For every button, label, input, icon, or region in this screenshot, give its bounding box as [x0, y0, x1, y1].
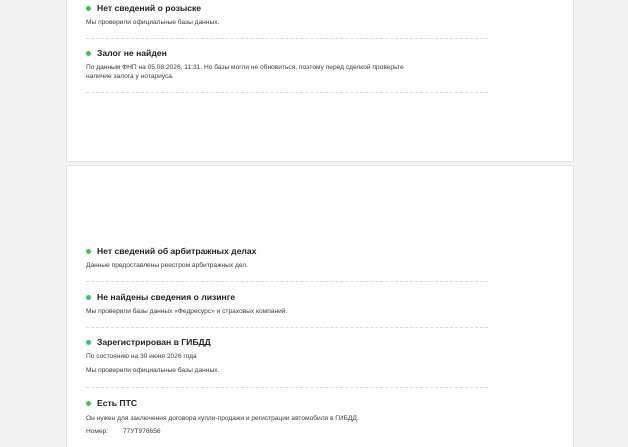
- check-title: Не найдены сведения о лизинге: [97, 292, 236, 302]
- check-item-pledge: [86, 47, 488, 93]
- check-description: Мы проверили базы данных «Федресурс» и страховых компаний.: [86, 308, 288, 315]
- check-description: Мы проверили официальные базы данных.: [86, 19, 220, 26]
- check-title: Нет сведений о розыске: [97, 3, 202, 13]
- check-item-wanted: [86, 2, 488, 39]
- check-title: Зарегистрирован в ГИБДД: [97, 337, 211, 347]
- status-ok-icon: [86, 249, 91, 254]
- check-item-arbitration: [86, 245, 488, 282]
- check-description: Он нужен для заключения договора купли-продажи и регистрации автомобиля в ГИБДД.: [86, 415, 359, 422]
- status-ok-icon: [86, 340, 91, 345]
- check-title: Залог не найден: [97, 48, 167, 58]
- check-title: Есть ПТС: [97, 398, 138, 408]
- check-description: По состоянию на 30 июня 2026 года: [86, 353, 197, 360]
- check-description: По данным ФНП на 05.08.2026, 11:31. Но базы могли не обновиться, поэтому перед сделкой проверьте наличие залога у нотариуса.: [86, 64, 404, 80]
- check-item-leasing: [86, 291, 488, 328]
- status-ok-icon: [86, 295, 91, 300]
- pts-number-value: 77УТ976656: [123, 428, 161, 435]
- pts-number-row: [86, 428, 488, 435]
- check-description: Мы проверили официальные базы данных.: [86, 367, 220, 374]
- check-item-registration: [86, 336, 488, 388]
- check-title: Нет сведений об арбитражных делах: [97, 246, 257, 256]
- status-ok-icon: [86, 51, 91, 56]
- status-ok-icon: [86, 401, 91, 406]
- check-description: Данные предоставлены реестром арбитражных дел.: [86, 262, 248, 269]
- check-item-pts: [86, 397, 488, 447]
- pts-number-label: Номер:: [86, 428, 109, 435]
- status-ok-icon: [86, 6, 91, 11]
